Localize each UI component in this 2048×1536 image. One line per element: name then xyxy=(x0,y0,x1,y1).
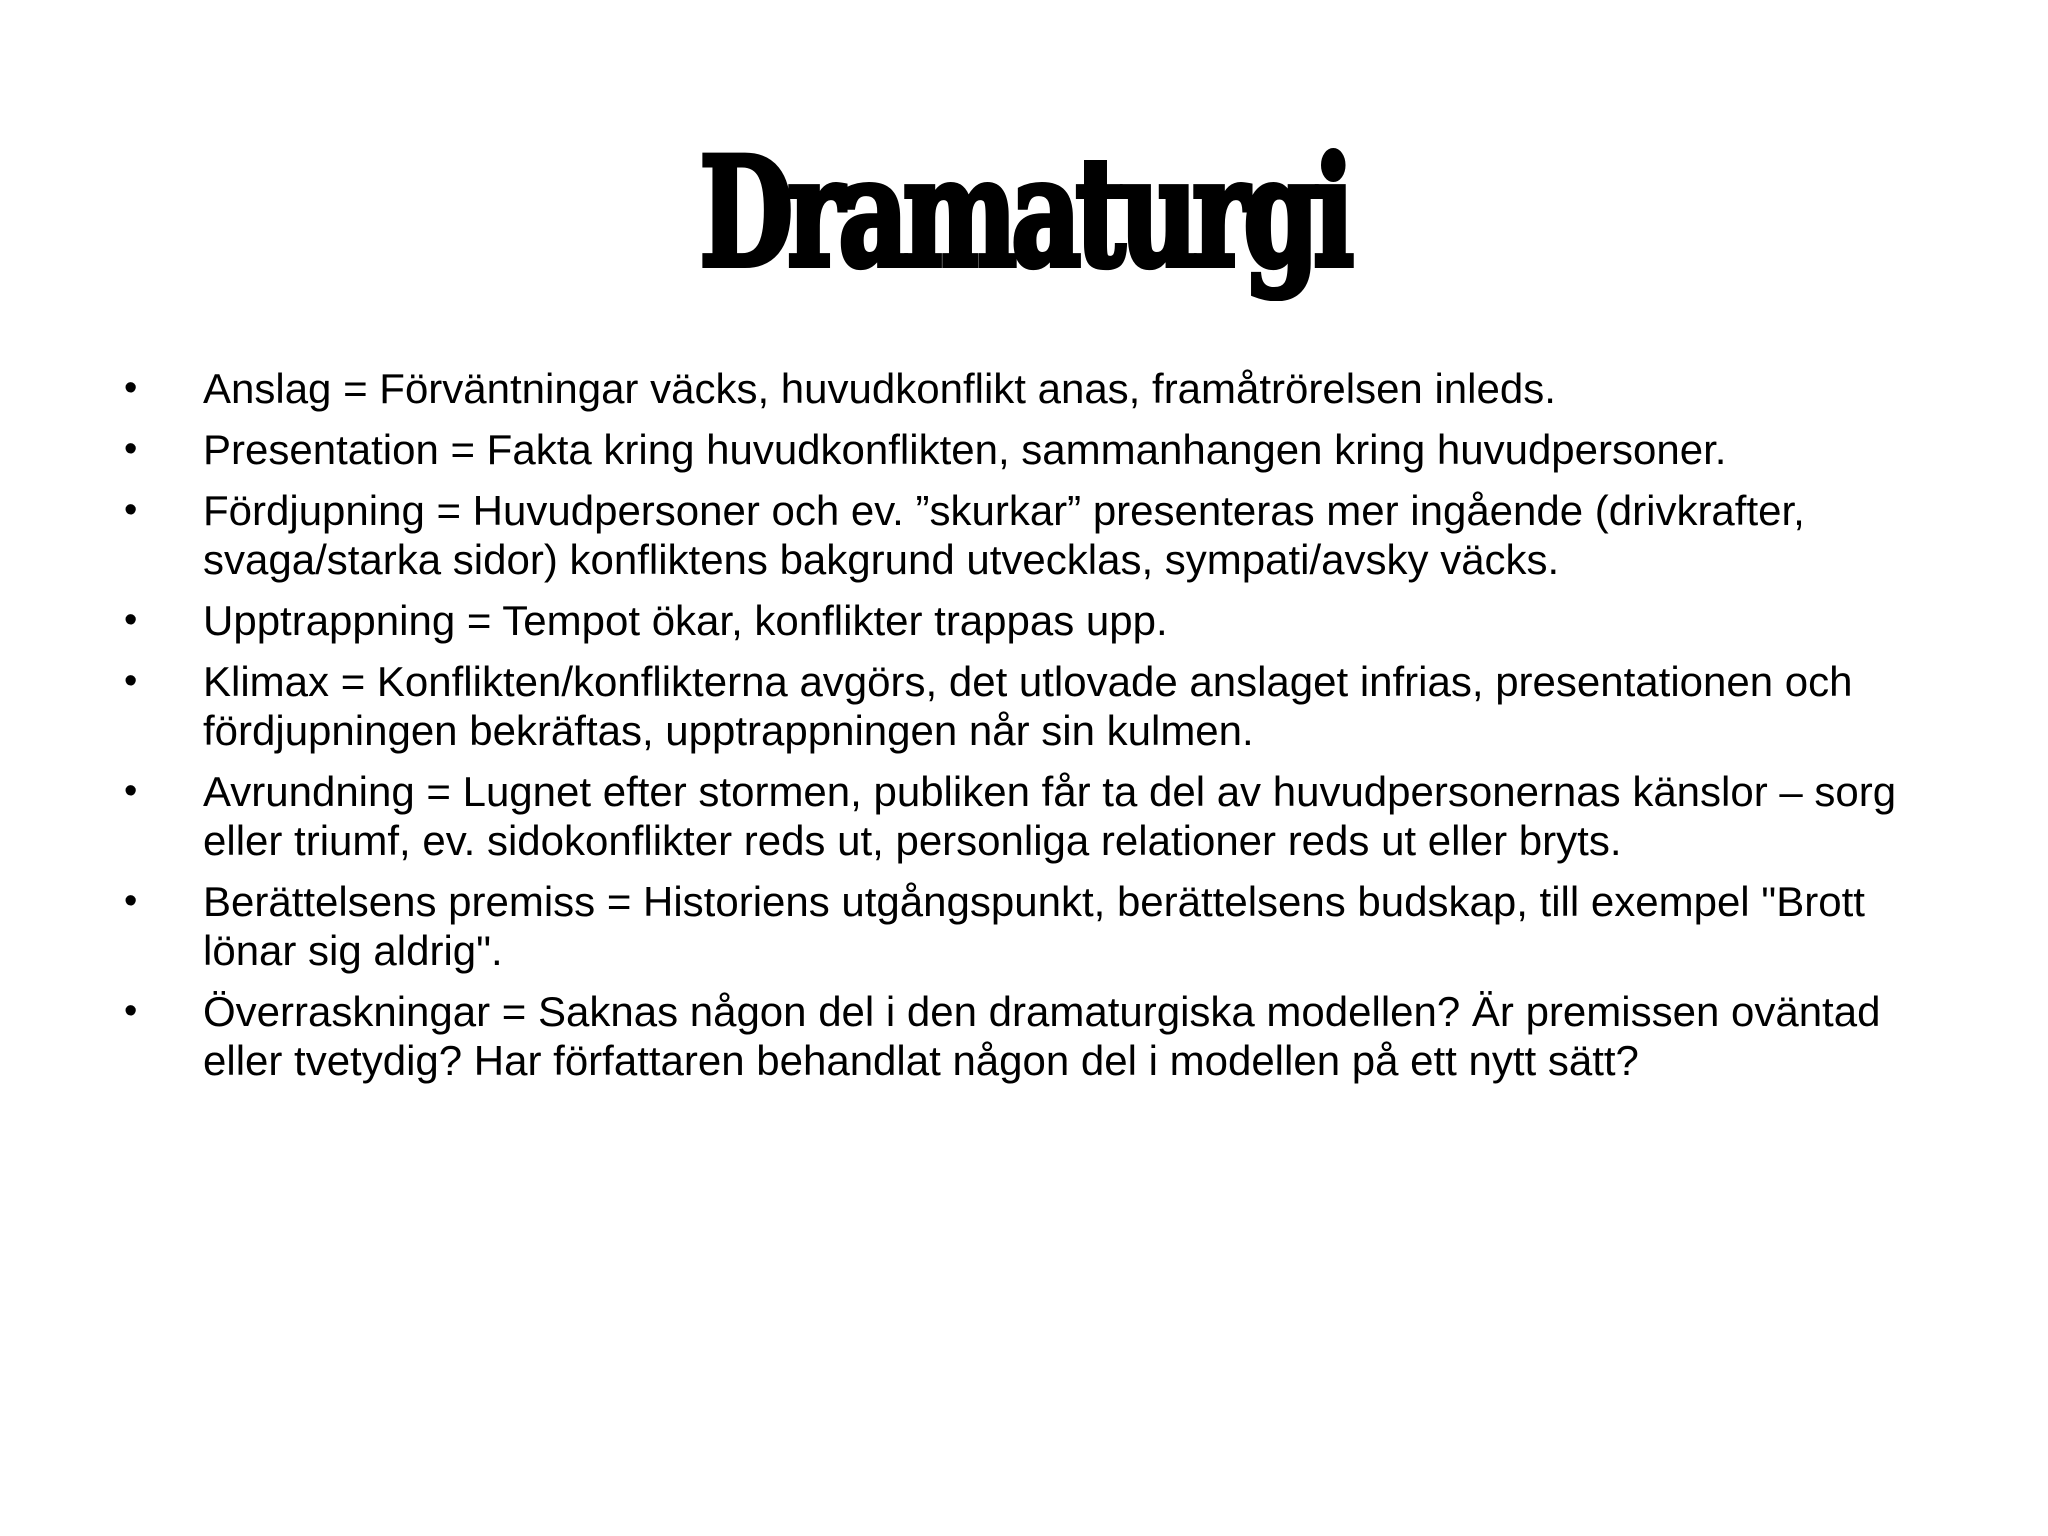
list-item-upptrappning xyxy=(115,596,1945,645)
list-item-text: Överraskningar = Saknas någon del i den dramaturgiska modellen? Är premissen oväntad eller tvetydig? Har författaren behandlat någon del i modellen på ett nytt sätt? xyxy=(203,988,1881,1084)
bullet-icon: • xyxy=(124,367,138,409)
list-item-premiss xyxy=(115,877,1945,975)
list-item-avrundning xyxy=(115,767,1945,865)
list-item-text: Presentation = Fakta kring huvudkonflikten, sammanhangen kring huvudpersoner. xyxy=(203,426,1727,473)
list-item-text: Upptrappning = Tempot ökar, konflikter trappas upp. xyxy=(203,597,1168,644)
slide-title: Dramaturgi xyxy=(699,125,1349,301)
list-item-text: Anslag = Förväntningar väcks, huvudkonflikt anas, framåtrörelsen inleds. xyxy=(203,365,1556,412)
bullet-icon: • xyxy=(124,599,138,641)
bullet-icon: • xyxy=(124,770,138,812)
bullet-list xyxy=(115,364,1945,1097)
list-item-fordjupning xyxy=(115,486,1945,584)
bullet-icon: • xyxy=(124,990,138,1032)
bullet-icon: • xyxy=(124,660,138,702)
list-item-klimax xyxy=(115,657,1945,755)
bullet-icon: • xyxy=(124,880,138,922)
list-item-text: Klimax = Konflikten/konflikterna avgörs, det utlovade anslaget infrias, presentationen och fördjupningen bekräftas, upptrappningen når sin kulmen. xyxy=(203,658,1853,754)
bullet-icon: • xyxy=(124,428,138,470)
bullet-icon: • xyxy=(124,489,138,531)
list-item-anslag xyxy=(115,364,1945,413)
list-item-text: Avrundning = Lugnet efter stormen, publiken får ta del av huvudpersonernas känslor – sorg eller triumf, ev. sidokonflikter reds ut, personliga relationer reds ut eller bryts. xyxy=(203,768,1897,864)
list-item-presentation xyxy=(115,425,1945,474)
list-item-text: Fördjupning = Huvudpersoner och ev. ”skurkar” presenteras mer ingående (drivkrafter, svaga/starka sidor) konfliktens bakgrund utvecklas, sympati/avsky väcks. xyxy=(203,487,1805,583)
list-item-text: Berättelsens premiss = Historiens utgångspunkt, berättelsens budskap, till exempel "Brott lönar sig aldrig". xyxy=(203,878,1865,974)
list-item-overraskningar xyxy=(115,987,1945,1085)
